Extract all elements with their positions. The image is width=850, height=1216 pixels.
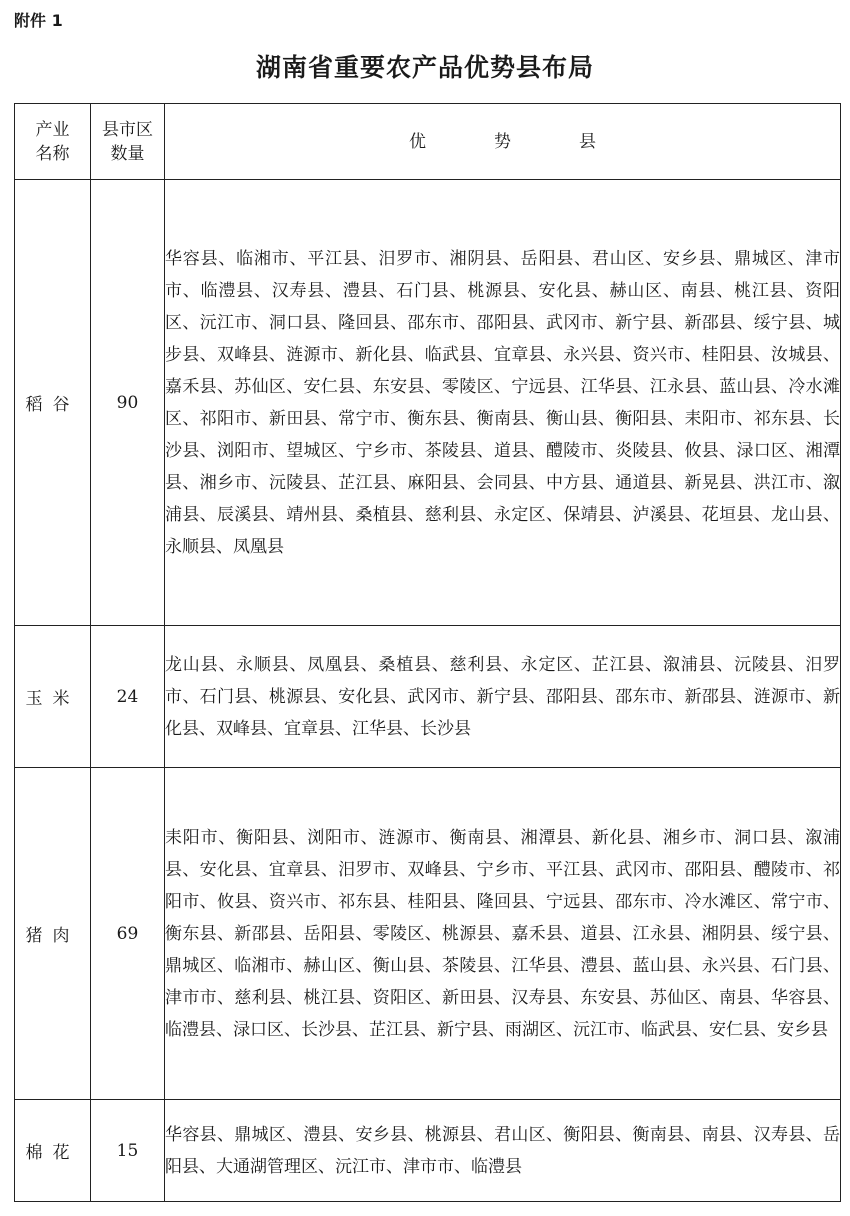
header-counties-label: 优势县 bbox=[409, 131, 664, 152]
counties-cell: 龙山县、永顺县、凤凰县、桑植县、慈利县、永定区、芷江县、溆浦县、沅陵县、汨罗市、石门县、桃源县、安化县、武冈市、新宁县、邵阳县、邵东市、新邵县、涟源市、新化县、双峰县、宜章县、江华县、长沙县 bbox=[165, 626, 841, 768]
header-count-line1: 县市区 bbox=[102, 119, 153, 140]
industry-cell: 稻谷 bbox=[15, 180, 91, 626]
header-industry-name bbox=[15, 104, 91, 180]
counties-cell: 华容县、临湘市、平江县、汨罗市、湘阴县、岳阳县、君山区、安乡县、鼎城区、津市市、临澧县、汉寿县、澧县、石门县、桃源县、安化县、赫山区、南县、桃江县、资阳区、沅江市、洞口县、隆回县、邵东市、邵阳县、武冈市、新宁县、新邵县、绥宁县、城步县、双峰县、涟源市、新化县、临武县、宜章县、永兴县、资兴市、桂阳县、汝城县、嘉禾县、苏仙区、安仁县、东安县、零陵区、宁远县、江华县、江永县、蓝山县、冷水滩区、祁阳市、新田县、常宁市、衡东县、衡南县、衡山县、衡阳县、耒阳市、祁东县、长沙县、浏阳市、望城区、宁乡市、茶陵县、道县、醴陵市、炎陵县、攸县、渌口区、湘潭县、湘乡市、沅陵县、芷江县、麻阳县、会同县、中方县、通道县、新晃县、洪江市、溆浦县、辰溪县、靖州县、桑植县、慈利县、永定区、保靖县、泸溪县、花垣县、龙山县、永顺县、凤凰县 bbox=[165, 180, 841, 626]
industry-cell: 棉花 bbox=[15, 1100, 91, 1202]
table-row bbox=[15, 180, 841, 626]
counties-cell: 耒阳市、衡阳县、浏阳市、涟源市、衡南县、湘潭县、新化县、湘乡市、洞口县、溆浦县、安化县、宜章县、汨罗市、双峰县、宁乡市、平江县、武冈市、邵阳县、醴陵市、祁阳市、攸县、资兴市、祁东县、桂阳县、隆回县、宁远县、邵东市、冷水滩区、常宁市、衡东县、新邵县、岳阳县、零陵区、桃源县、嘉禾县、道县、江永县、湘阴县、绥宁县、鼎城区、临湘市、赫山区、衡山县、茶陵县、江华县、澧县、蓝山县、永兴县、石门县、津市市、慈利县、桃江县、资阳区、新田县、汉寿县、东安县、苏仙区、南县、华容县、临澧县、渌口区、长沙县、芷江县、新宁县、雨湖区、沅江市、临武县、安仁县、安乡县 bbox=[165, 768, 841, 1100]
header-advantage-counties bbox=[165, 104, 841, 180]
table-row bbox=[15, 626, 841, 768]
count-cell: 24 bbox=[91, 626, 165, 768]
industry-cell: 猪肉 bbox=[15, 768, 91, 1100]
table-row bbox=[15, 1100, 841, 1202]
count-cell: 90 bbox=[91, 180, 165, 626]
header-county-count bbox=[91, 104, 165, 180]
attachment-label: 附件 1 bbox=[14, 11, 63, 30]
header-industry-line1: 产业 bbox=[35, 119, 70, 140]
table-row bbox=[15, 768, 841, 1100]
industry-cell: 玉米 bbox=[15, 626, 91, 768]
page-title: 湖南省重要农产品优势县布局 bbox=[255, 53, 594, 82]
table-header-row bbox=[15, 104, 841, 180]
counties-cell: 华容县、鼎城区、澧县、安乡县、桃源县、君山区、衡阳县、衡南县、南县、汉寿县、岳阳县、大通湖管理区、沅江市、津市市、临澧县 bbox=[165, 1100, 841, 1202]
county-layout-table bbox=[14, 103, 841, 1202]
count-cell: 69 bbox=[91, 768, 165, 1100]
count-cell: 15 bbox=[91, 1100, 165, 1202]
header-count-line2: 数量 bbox=[110, 143, 145, 164]
header-industry-line2: 名称 bbox=[35, 143, 70, 164]
